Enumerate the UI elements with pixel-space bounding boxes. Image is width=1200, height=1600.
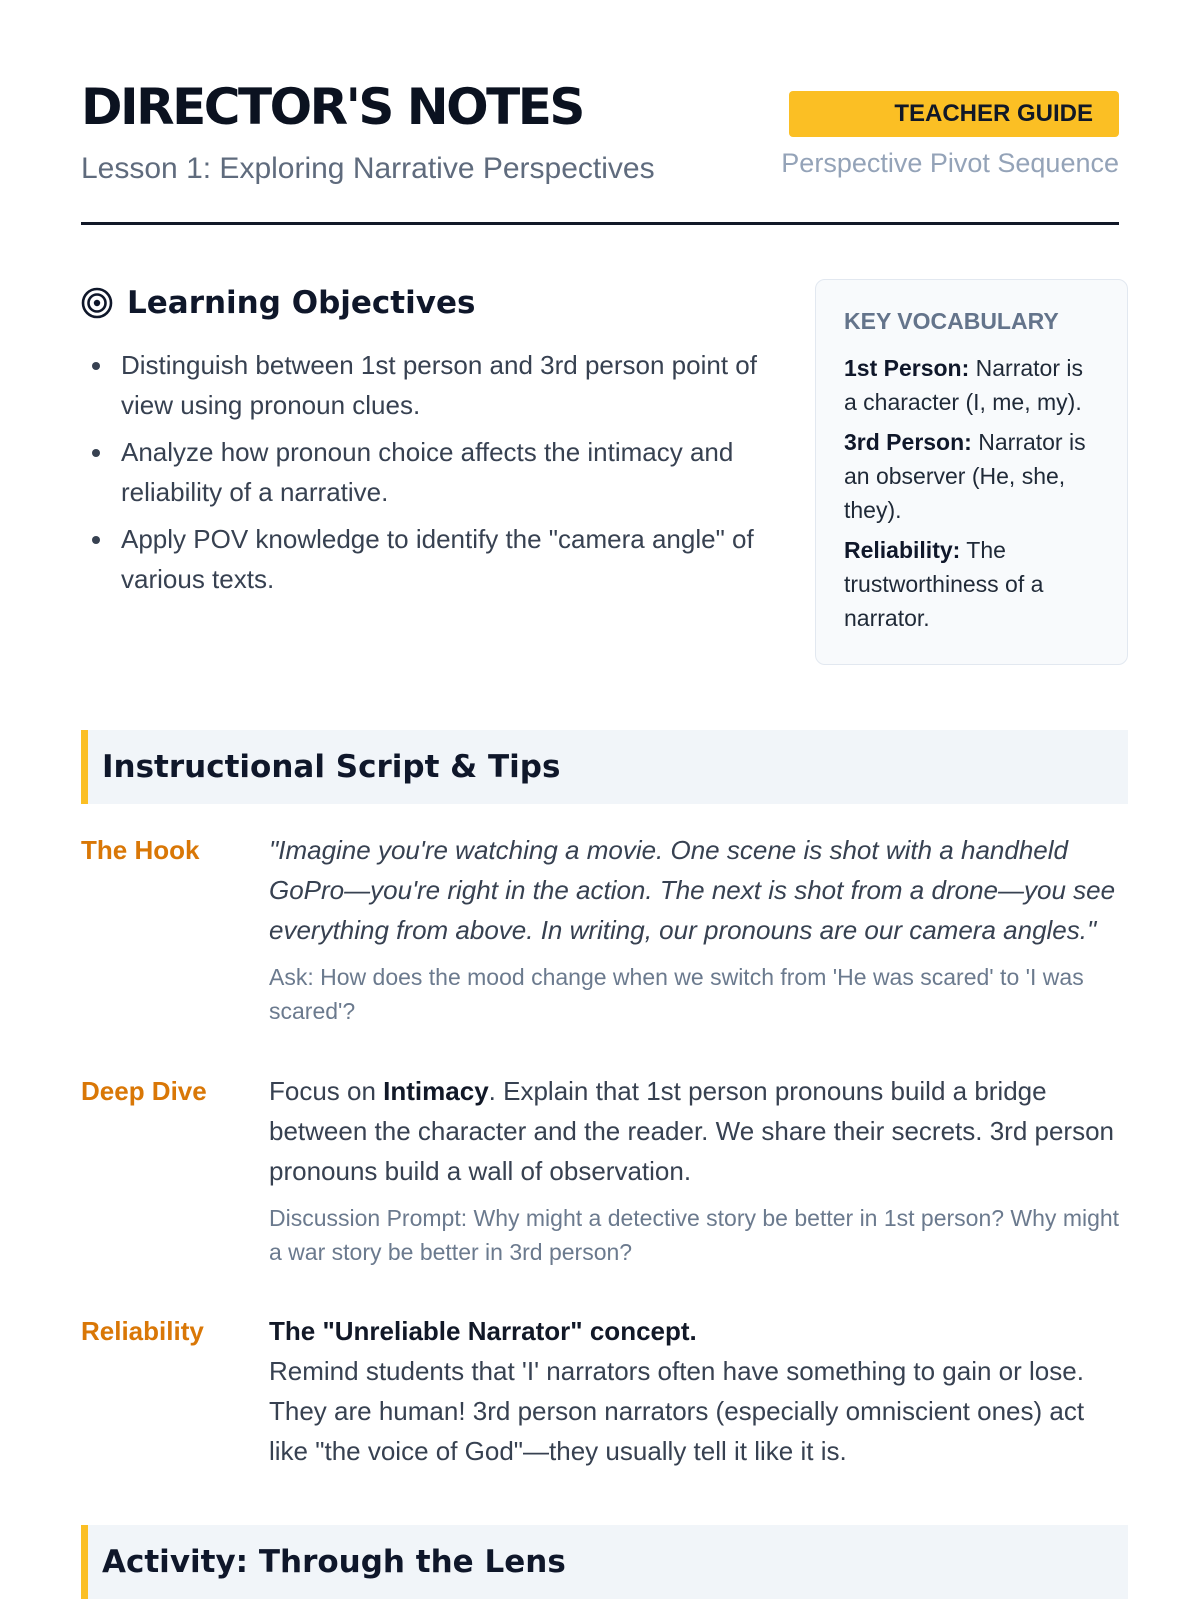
vocab-entry-reliability: [844, 533, 1101, 635]
list-item: [81, 345, 761, 425]
objectives-heading: [81, 283, 761, 323]
hook-body: [269, 830, 1128, 1028]
vocab-definition: The trustworthiness of a narrator.: [844, 537, 1044, 631]
deep-dive-text-strong: Intimacy: [383, 1076, 489, 1106]
objectives-heading-text: Learning Objectives: [127, 285, 476, 321]
reliability-body: [269, 1311, 1128, 1471]
page-title: DIRECTOR'S NOTES: [81, 78, 583, 136]
list-item: [81, 519, 761, 599]
key-vocabulary-box: [815, 279, 1128, 665]
hook-quote: "Imagine you're watching a movie. One scene is shot with a handheld GoPro—you're right in the action. The next is shot from a drone—you see everything from above. In writing, our pronouns are our camera angles.": [269, 835, 1116, 945]
target-icon: [81, 287, 113, 319]
sequence-label: Perspective Pivot Sequence: [781, 148, 1119, 178]
lesson-subtitle: Lesson 1: Exploring Narrative Perspectives: [81, 152, 655, 185]
deep-dive-text-before: Focus on: [269, 1076, 384, 1106]
instructional-script-heading: Instructional Script & Tips: [81, 730, 1128, 804]
learning-objectives: [81, 283, 761, 606]
objective-text: Distinguish between 1st person and 3rd person point of view using pronoun clues.: [121, 350, 757, 420]
deep-dive-text-after: . Explain that 1st person pronouns build a bridge between the character and the reader. We share their secrets. 3rd person pronouns build a wall of observation.: [269, 1076, 1114, 1186]
vocab-entry-3rd-person: [844, 425, 1101, 527]
deep-dive-label: Deep Dive: [81, 1076, 207, 1106]
vocab-term: Reliability:: [844, 537, 961, 563]
hook-note: Ask: How does the mood change when we switch from 'He was scared' to 'I was scared'?: [269, 964, 1084, 1024]
reliability-text: Remind students that 'I' narrators often have something to gain or lose. They are human! 3rd person narrators (especially omniscient ones) act like "the voice of God"—they usually tell it like it is.: [269, 1356, 1085, 1466]
list-item: [81, 432, 761, 512]
vocabulary-title: KEY VOCABULARY: [844, 308, 1059, 334]
vocab-term: 1st Person:: [844, 355, 970, 381]
reliability-label: Reliability: [81, 1316, 204, 1346]
vocab-term: 3rd Person:: [844, 429, 972, 455]
vocab-entry-1st-person: [844, 351, 1101, 419]
deep-dive-text: [269, 1071, 1128, 1191]
bullet-icon: [92, 362, 100, 370]
objectives-list: [81, 345, 761, 599]
objective-text: Analyze how pronoun choice affects the intimacy and reliability of a narrative.: [121, 437, 734, 507]
vocab-definition: Narrator is an observer (He, she, they).: [844, 429, 1086, 523]
hook-label: The Hook: [81, 835, 200, 865]
bullet-icon: [92, 449, 100, 457]
deep-dive-note: Discussion Prompt: Why might a detective story be better in 1st person? Why might a war story be better in 3rd person?: [269, 1205, 1120, 1265]
teacher-guide-badge: TEACHER GUIDE: [789, 91, 1119, 137]
activity-heading: Activity: Through the Lens: [81, 1525, 1128, 1599]
objective-text: Apply POV knowledge to identify the "camera angle" of various texts.: [121, 524, 754, 594]
page-header: [81, 0, 1119, 225]
reliability-strong: The "Unreliable Narrator" concept.: [269, 1316, 697, 1346]
deep-dive-body: [269, 1071, 1128, 1269]
bullet-icon: [92, 536, 100, 544]
vocab-definition: Narrator is a character (I, me, my).: [844, 355, 1084, 415]
